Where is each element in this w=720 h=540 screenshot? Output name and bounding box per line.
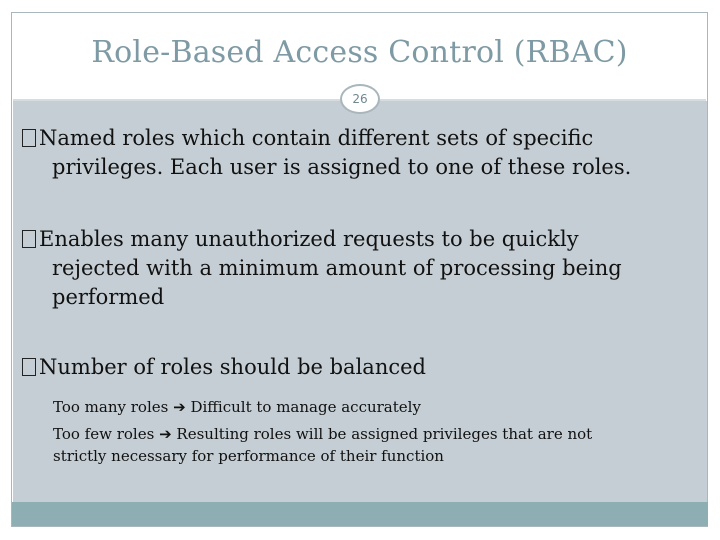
sub-point-text: Resulting roles will be assigned privileges that are not [176, 425, 593, 443]
bullet-text: Named roles which contain different sets of specific [39, 126, 594, 150]
page-number-badge: 26 [340, 84, 380, 114]
bullet-box-icon [22, 230, 36, 248]
footer-bar [12, 502, 708, 526]
sub-point-text: Difficult to manage accurately [190, 398, 421, 416]
arrow-right-icon: ➔ [173, 398, 186, 416]
slide-title: Role-Based Access Control (RBAC) [91, 35, 628, 70]
bullet-text-continued: privileges. Each user is assigned to one of these roles. [52, 155, 632, 179]
sub-point [53, 396, 693, 418]
bullet-text: Number of roles should be balanced [39, 355, 426, 379]
sub-point-text-continued: strictly necessary for performance of their function [53, 447, 444, 465]
bullet-item [22, 124, 702, 182]
sub-point-text: Too many roles [53, 398, 169, 416]
bullet-item [22, 225, 702, 312]
bullet-box-icon [22, 358, 36, 376]
bullet-text: Enables many unauthorized requests to be quickly [39, 227, 579, 251]
bullet-item [22, 353, 702, 382]
arrow-right-icon: ➔ [159, 425, 172, 443]
sub-point [53, 423, 693, 467]
bullet-text-continued: performed [52, 285, 165, 309]
bullet-box-icon [22, 129, 36, 147]
sub-point-text: Too few roles [53, 425, 155, 443]
bullet-text-continued: rejected with a minimum amount of processing being [52, 256, 622, 280]
